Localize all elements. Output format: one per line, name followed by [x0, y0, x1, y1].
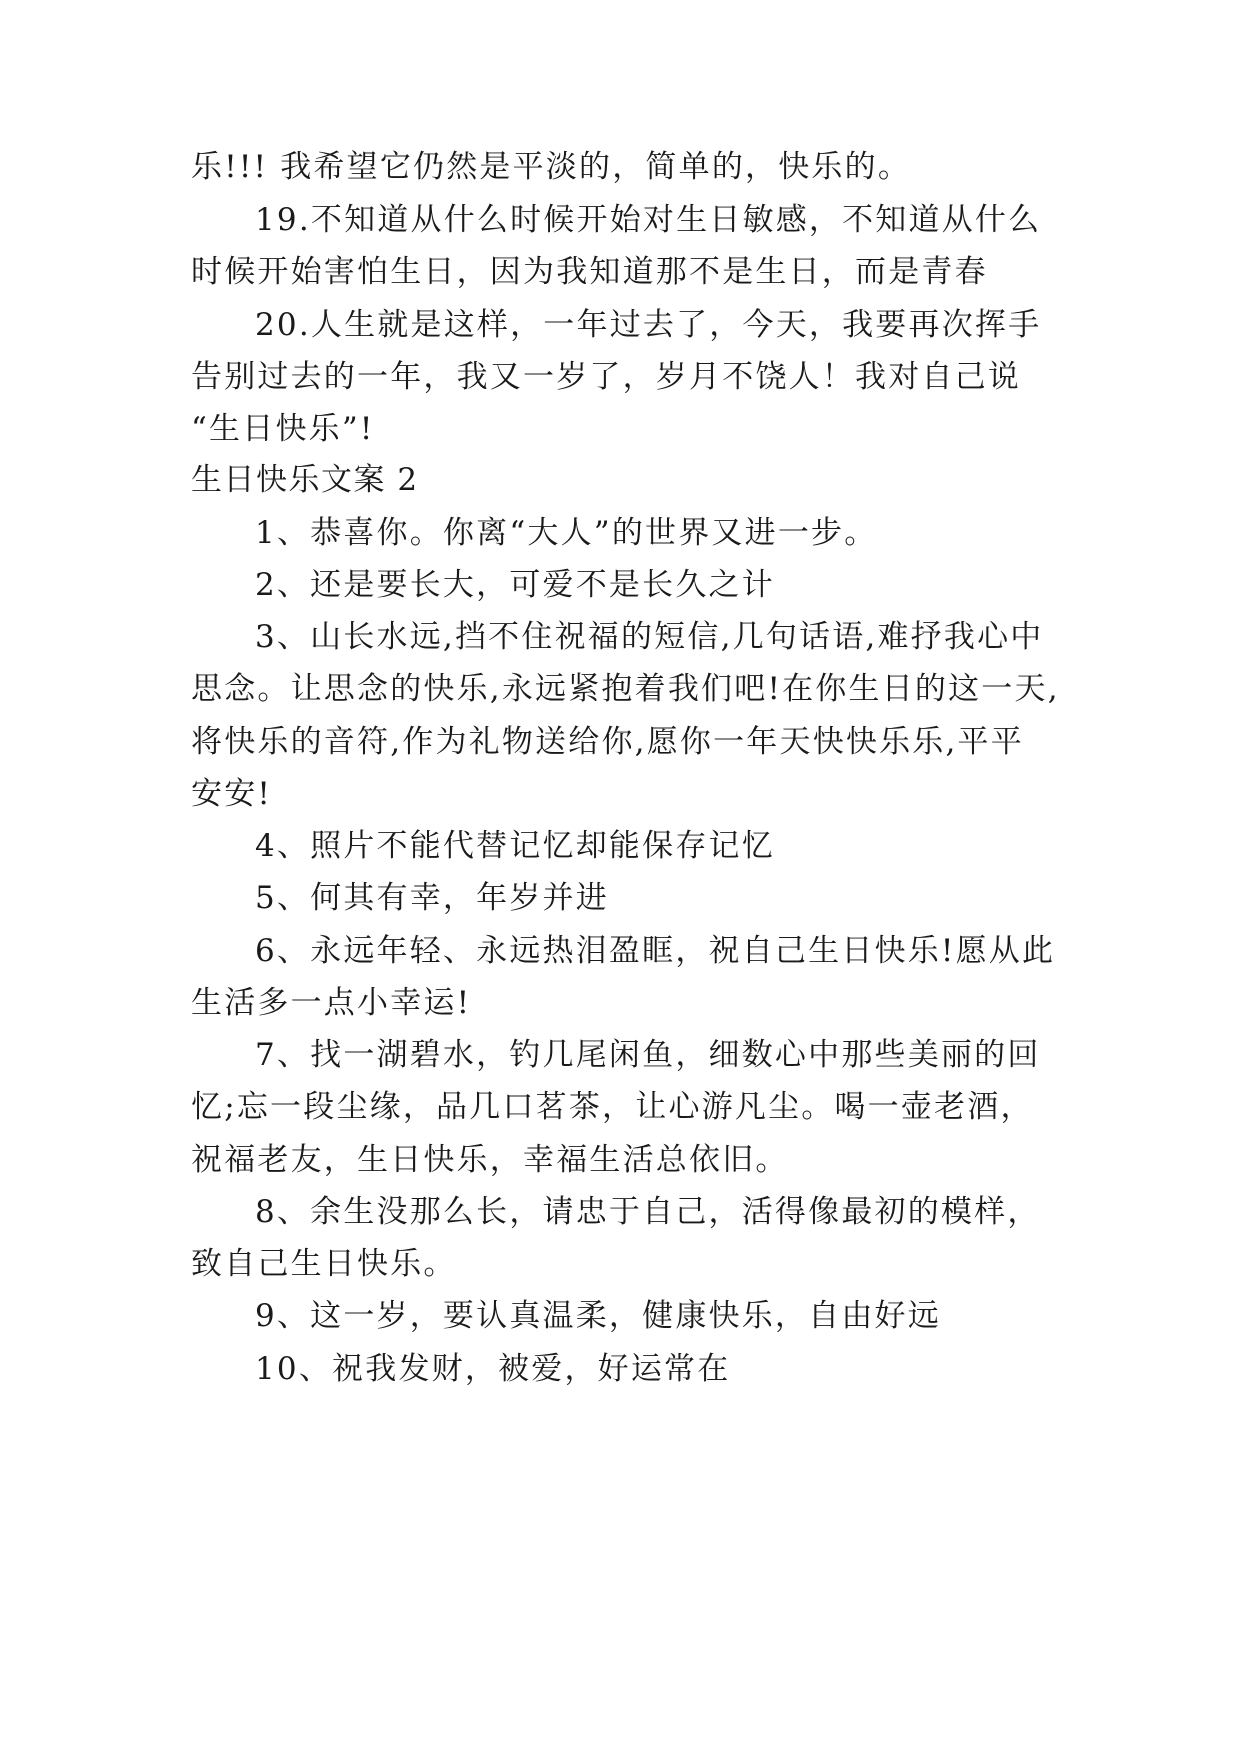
item-3-line-4: 安安!	[191, 776, 273, 812]
paragraph-18-continuation: 乐!!! 我希望它仍然是平淡的，简单的，快乐的。	[191, 149, 912, 185]
paragraph-20-line-1: 20.人生就是这样，一年过去了，今天，我要再次挥手	[255, 307, 1042, 343]
item-3-line-2: 思念。让思念的快乐,永远紧抱着我们吧!在你生日的这一天,	[191, 671, 1060, 707]
item-8-line-1: 8、余生没那么长，请忠于自己，活得像最初的模样，	[255, 1194, 1041, 1230]
item-7-line-1: 7、找一湖碧水，钓几尾闲鱼，细数心中那些美丽的回	[255, 1037, 1041, 1073]
section-heading: 生日快乐文案 2	[191, 462, 419, 498]
paragraph-20-line-3: “生日快乐”!	[191, 411, 375, 447]
paragraph-19-line-2: 时候开始害怕生日，因为我知道那不是生日，而是青春	[191, 254, 988, 290]
item-9: 9、这一岁，要认真温柔，健康快乐，自由好远	[255, 1298, 941, 1334]
item-7-line-2: 忆;忘一段尘缘，品几口茗茶，让心游凡尘。喝一壶老酒，	[191, 1089, 1034, 1125]
item-6-line-2: 生活多一点小幸运!	[191, 985, 472, 1021]
item-8-line-2: 致自己生日快乐。	[191, 1246, 457, 1282]
paragraph-19-line-1: 19.不知道从什么时候开始对生日敏感，不知道从什么	[255, 202, 1042, 238]
item-1: 1、恭喜你。你离“大人”的世界又进一步。	[255, 515, 878, 551]
paragraph-20-line-2: 告别过去的一年，我又一岁了，岁月不饶人！我对自己说	[191, 359, 1021, 395]
item-3-line-1: 3、山长水远,挡不住祝福的短信,几句话语,难抒我心中	[255, 619, 1044, 655]
item-6-line-1: 6、永远年轻、永远热泪盈眶，祝自己生日快乐!愿从此	[255, 933, 1056, 969]
item-4: 4、照片不能代替记忆却能保存记忆	[255, 828, 775, 864]
item-2: 2、还是要长大，可爱不是长久之计	[255, 567, 775, 603]
item-7-line-3: 祝福老友，生日快乐，幸福生活总依旧。	[191, 1142, 789, 1178]
item-10: 10、祝我发财，被爱，好运常在	[255, 1351, 731, 1387]
item-3-line-3: 将快乐的音符,作为礼物送给你,愿你一年天快快乐乐,平平	[191, 724, 1024, 760]
item-5: 5、何其有幸，年岁并进	[255, 880, 609, 916]
